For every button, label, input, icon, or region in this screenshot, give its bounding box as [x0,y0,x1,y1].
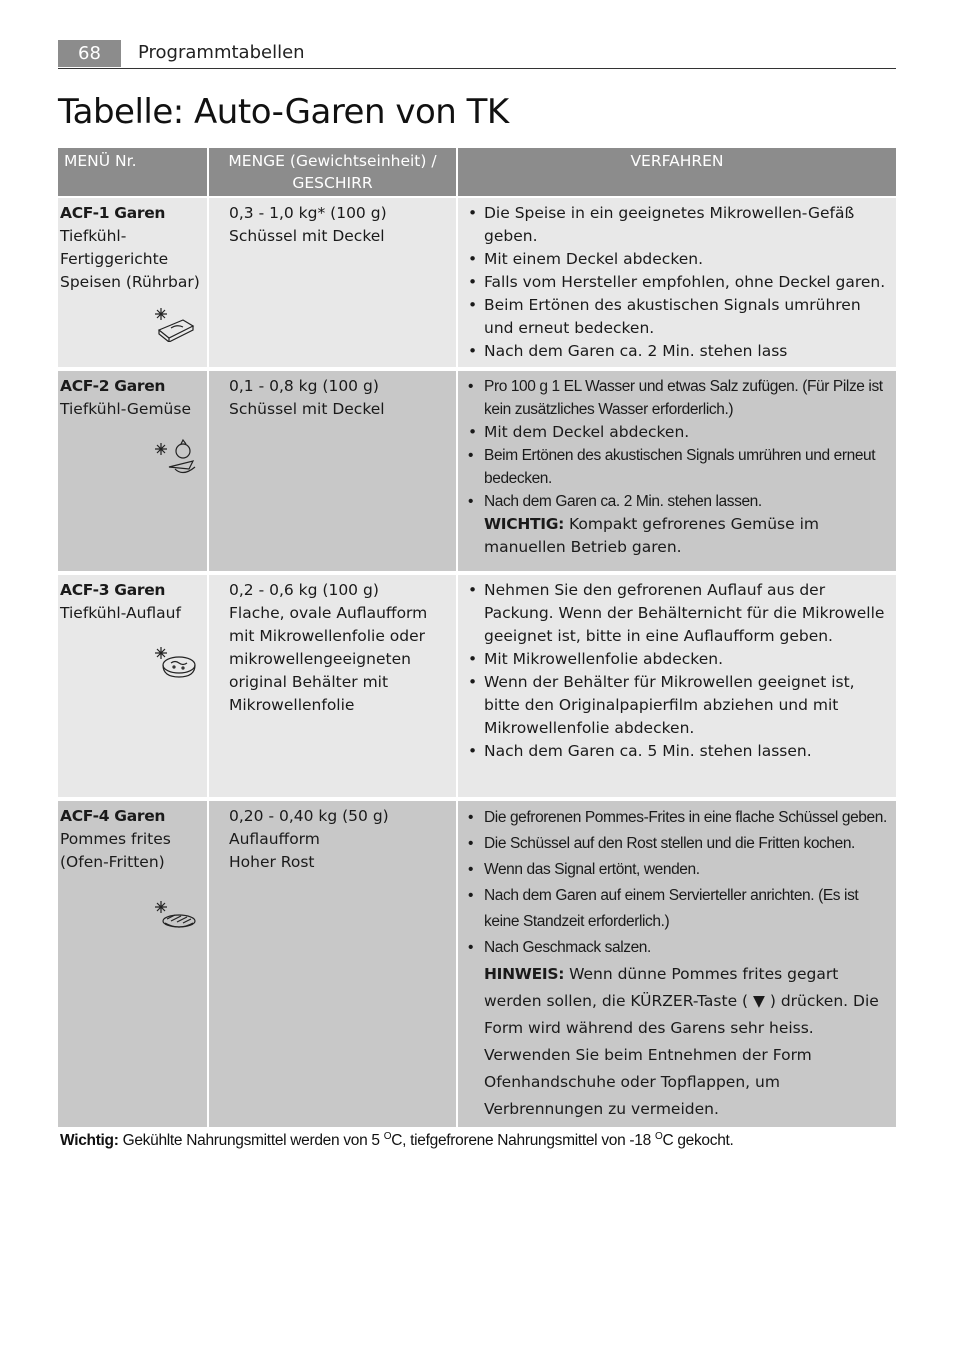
quantity-dish: Auflaufform [229,830,320,848]
program-description: Pommes frites (Ofen-Fritten) [60,830,171,871]
important-note [466,513,888,559]
list-item: • Die Speise in ein geeignetes Mikrowellen-Gefäß geben. [466,202,888,248]
table-row [58,369,896,573]
quantity-cell [208,197,457,369]
list-item: • Nach Geschmack salzen. [466,935,888,961]
menu-cell [58,799,208,1129]
footnote-text-c: C gekocht. [662,1132,734,1150]
frozen-vegetables-icon [153,437,197,477]
program-description: Tiefkühl-Gemüse [60,400,191,418]
menu-cell [58,573,208,799]
program-description: Tiefkühl-Auflauf [60,604,181,622]
frozen-ready-meal-icon [153,302,197,342]
list-item: • Mit einem Deckel abdecken. [466,248,888,271]
column-header-quantity: MENGE (Gewichtseinheit) / GESCHIRR [208,148,457,197]
footnote-text-a: Gekühlte Nahrungsmittel werden von 5 [118,1132,384,1150]
quantity-cell [208,799,457,1129]
quantity-weight: 0,3 - 1,0 kg* (100 g) [229,204,387,222]
note-text: Wenn dünne Pommes frites gegart werden sollen, die KÜRZER-Taste ( ▼ ) drücken. Die Form wird während des Garens sehr heiss. Verwenden Sie beim Entnehmen der Form Ofenhandschuhe oder Topflappen, um Verbrennungen zu vermeiden. [484,965,879,1118]
page-number: 68 [58,40,121,67]
column-header-procedure: VERFAHREN [457,148,896,197]
program-table [58,148,896,1131]
list-item: • Wenn der Behälter für Mikrowellen geeignet ist, bitte den Originalpapierfilm abziehen und mit Mikrowellenfolie abdecken. [466,671,888,740]
note-label: HINWEIS: [484,965,565,983]
column-header-menu: MENÜ Nr. [58,148,208,197]
list-item: • Die Schüssel auf den Rost stellen und die Fritten kochen. [466,831,888,857]
list-item: • Wenn das Signal ertönt, wenden. [466,857,888,883]
procedure-cell [457,369,896,573]
list-item: • Beim Ertönen des akustischen Signals umrühren und erneut bedecken. [466,444,888,490]
list-item: • Nach dem Garen ca. 5 Min. stehen lassen. [466,740,888,763]
procedure-list [466,202,888,363]
list-item: • Mit dem Deckel abdecken. [466,421,888,444]
quantity-cell [208,573,457,799]
footnote [60,1131,734,1150]
list-item: • Nach dem Garen ca. 2 Min. stehen lass [466,340,888,363]
frozen-casserole-icon [153,641,197,681]
menu-cell [58,369,208,573]
list-item: • Pro 100 g 1 EL Wasser und etwas Salz zufügen. (Für Pilze ist kein zusätzliches Wasser erforderlich.) [466,375,888,421]
quantity-weight: 0,1 - 0,8 kg (100 g) [229,377,379,395]
list-item: • Die gefrorenen Pommes-Frites in eine flache Schüssel geben. [466,805,888,831]
menu-cell [58,197,208,369]
procedure-cell [457,573,896,799]
footnote-text-b: C, tiefgefrorene Nahrungsmittel von -18 [391,1132,655,1150]
program-description: Tiefkühl-Fertiggerichte Speisen (Rührbar) [60,227,200,291]
note-label: WICHTIG: [484,515,565,533]
table-row [58,197,896,369]
quantity-dish: Flache, ovale Auflaufform mit Mikrowellenfolie oder mikrowellengeeigneten original Behälter mit Mikrowellenfolie [229,604,428,714]
quantity-dish: Schüssel mit Deckel [229,400,385,418]
program-name: ACF-4 Garen [60,807,166,825]
program-name: ACF-2 Garen [60,377,166,395]
quantity-weight: 0,2 - 0,6 kg (100 g) [229,581,379,599]
program-name: ACF-3 Garen [60,581,166,599]
table-row [58,799,896,1129]
list-item: • Nehmen Sie den gefrorenen Auflauf aus der Packung. Wenn der Behälternicht für die Mikrowelle geeignet ist, bitte in eine Auflaufform geben. [466,579,888,648]
table-row [58,573,896,799]
list-item: • Nach dem Garen ca. 2 Min. stehen lassen. [466,490,888,513]
procedure-cell [457,799,896,1129]
section-title: Programmtabellen [138,42,305,63]
list-item: • Falls vom Hersteller empfohlen, ohne Deckel garen. [466,271,888,294]
list-item: • Beim Ertönen des akustischen Signals umrühren und erneut bedecken. [466,294,888,340]
note-text: Kompakt gefrorenes Gemüse im manuellen Betrieb garen. [484,515,819,556]
table-header-row [58,148,896,197]
footnote-label: Wichtig: [60,1132,119,1150]
quantity-weight: 0,20 - 0,40 kg (50 g) [229,807,389,825]
procedure-cell [457,197,896,369]
page-title: Tabelle: Auto-Garen von TK [58,92,509,132]
procedure-list [466,805,888,961]
page-header [58,40,896,69]
quantity-cell [208,369,457,573]
procedure-list [466,375,888,513]
degree-mark: O [654,1131,663,1142]
procedure-list [466,579,888,763]
list-item: • Mit Mikrowellenfolie abdecken. [466,648,888,671]
degree-mark: O [383,1131,392,1142]
quantity-rack: Hoher Rost [229,853,315,871]
hint-note [466,961,888,1123]
frozen-fries-icon [153,895,197,935]
quantity-dish: Schüssel mit Deckel [229,227,385,245]
list-item: • Nach dem Garen auf einem Servierteller anrichten. (Es ist keine Standzeit erforderlich.) [466,883,888,935]
program-name: ACF-1 Garen [60,204,166,222]
